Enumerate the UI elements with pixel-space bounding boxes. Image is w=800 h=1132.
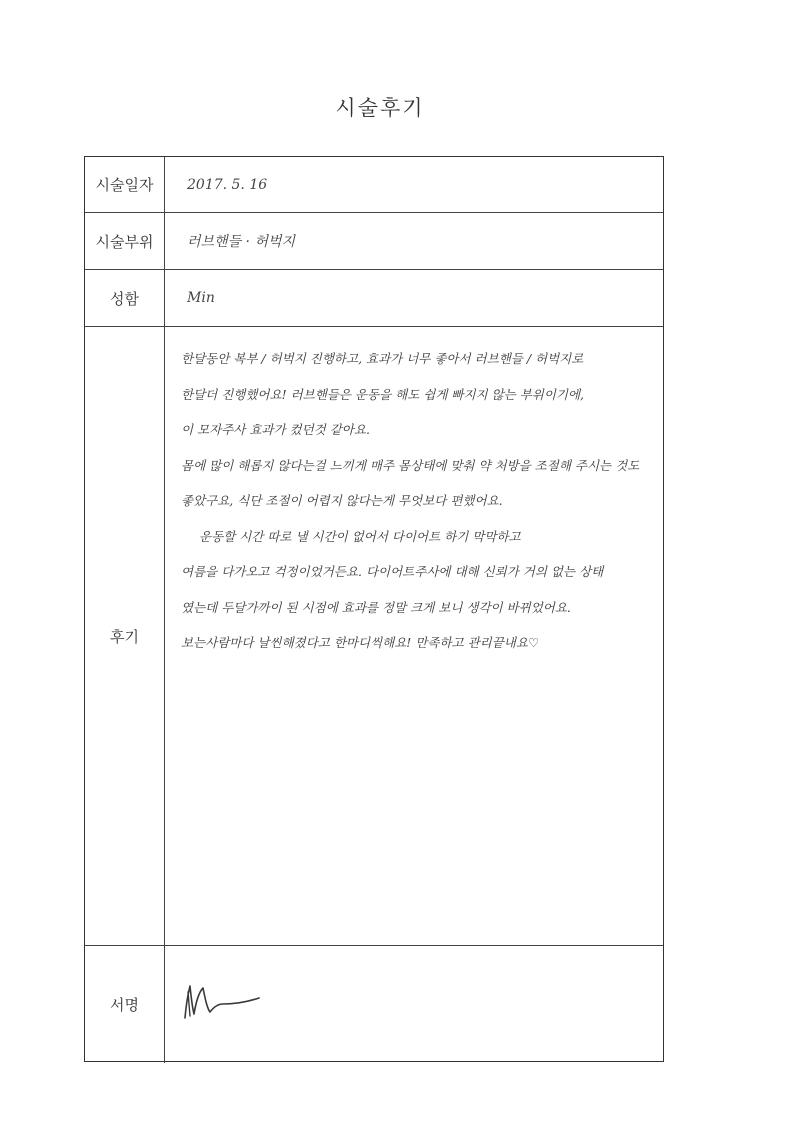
review-line: 한달더 진행했어요! 러브핸들은 운동을 해도 쉽게 빠지지 않는 부위이기에, [181, 386, 585, 402]
signature-mark [177, 968, 287, 1028]
review-line: 였는데 두달가까이 된 시점에 효과를 정말 크게 보니 생각이 바뀌었어요. [181, 599, 571, 615]
date-value: 2017. 5. 16 [187, 176, 268, 193]
review-label: 후기 [85, 327, 165, 945]
review-line: 보는사람마다 날씬해졌다고 한마디씩해요! 만족하고 관리끝내요♡ [181, 635, 540, 650]
review-line: 좋았구요, 식단 조절이 어렵지 않다는게 무엇보다 편했어요. [181, 493, 503, 508]
signature-row [85, 946, 663, 1063]
page-title: 시술후기 [335, 96, 425, 120]
name-value: Min [187, 290, 215, 306]
area-row [85, 213, 663, 270]
area-label: 시술부위 [85, 213, 165, 269]
area-value: 러브핸들 · 허벅지 [187, 234, 296, 250]
signature-label: 서명 [85, 946, 165, 1063]
review-form-table [84, 156, 664, 1062]
review-body [181, 341, 643, 661]
date-row [85, 157, 663, 213]
name-row [85, 270, 663, 327]
date-label: 시술일자 [85, 157, 165, 212]
review-line: 운동할 시간 따로 낼 시간이 없어서 다이어트 하기 막막하고 [199, 528, 521, 544]
review-line: 한달동안 복부 / 허벅지 진행하고, 효과가 너무 좋아서 러브핸들 / 허벅지로 [181, 351, 584, 366]
review-line: 여름을 다가오고 걱정이었거든요. 다이어트주사에 대해 신뢰가 거의 없는 상태 [181, 564, 604, 579]
name-label: 성함 [85, 270, 165, 326]
review-line: 몸에 많이 해롭지 않다는걸 느끼게 매주 몸상태에 맞춰 약 처방을 조절해 주시는 것도 [181, 457, 640, 473]
review-line: 이 모자주사 효과가 컸던것 같아요. [181, 422, 370, 437]
review-row [85, 327, 663, 946]
